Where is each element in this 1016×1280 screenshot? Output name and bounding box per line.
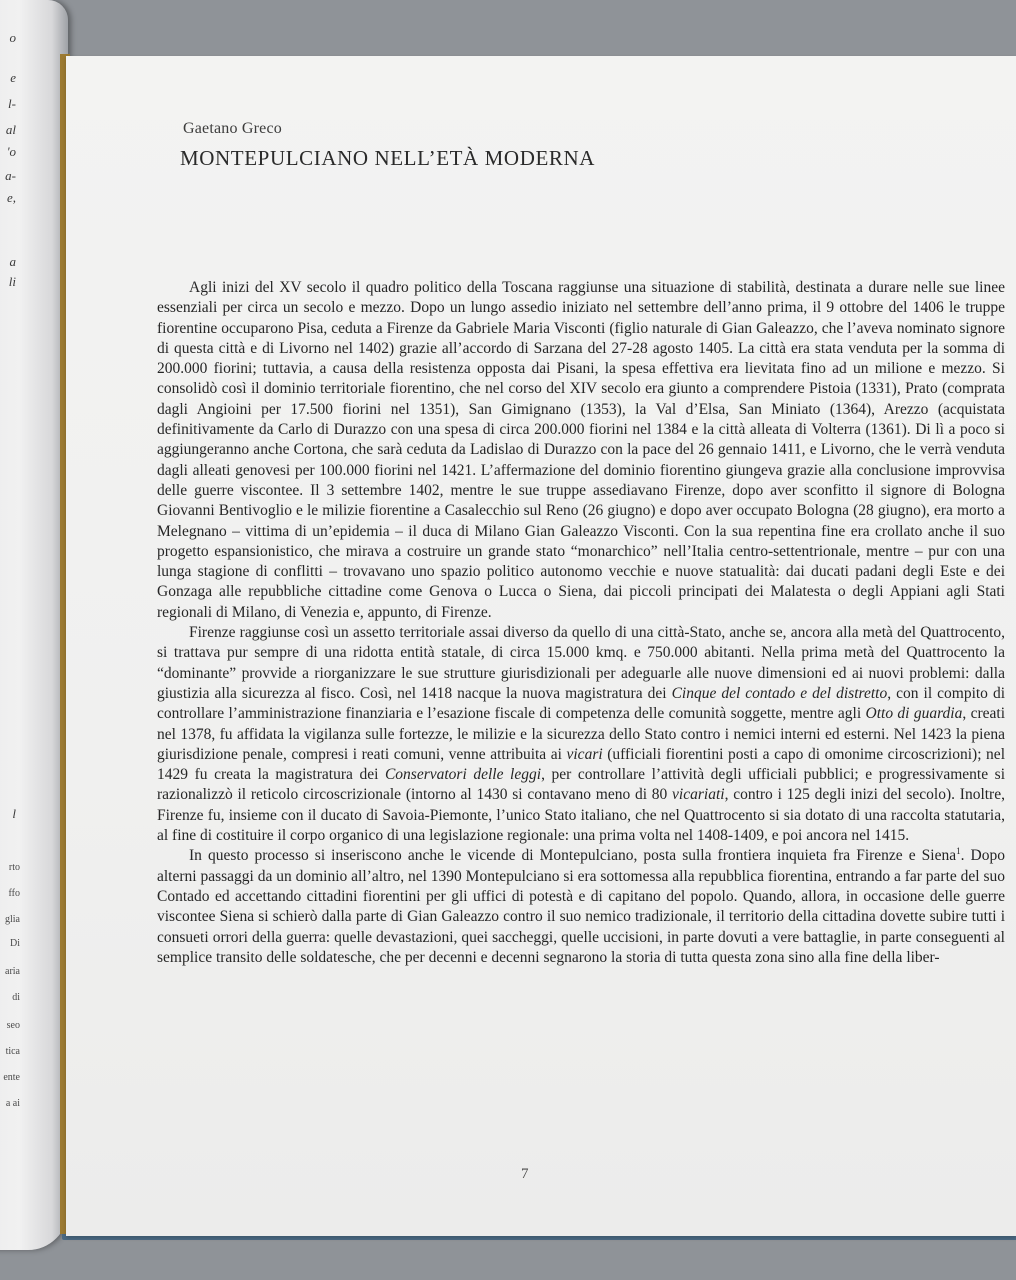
left-page-fragment: al	[5, 122, 16, 137]
text-run: , creati nel 1378, fu affidata la vigilanza sulle fortezze, le milizie e la sicurezza dello Stato contro i nemici interni ed esterni. Nel 1423 la piena giurisdizione penale, compresi i reati comuni, venne attribuita ai	[157, 705, 1005, 763]
book-page	[66, 56, 1016, 1236]
left-page-fragment: di	[12, 992, 20, 1003]
italic-term: Conservatori delle leggi	[384, 766, 542, 784]
left-page-fragment: rto	[8, 862, 20, 873]
text-run: , per controllare l’attività degli ufficiali pubblici; e progressivamente si razionalizzò il reticolo circoscrizionale (intorno al 1430 si contavano meno di 80	[157, 766, 1005, 804]
left-page-fragment: ente	[3, 1072, 20, 1083]
text-run: Firenze raggiunse così un assetto territoriale assai diverso da quello di una città-Stato, anche se, ancora alla metà del Quattrocento, si trattava pur sempre di una ridotta entità statale, di circa 15.000 kmq. e 750.000 abitanti. Nella prima metà del Quattrocento la “dominante” provvide a riorganizzare le sue strutture giurisdizionali per adeguarle alle nuove dimensioni ed ai nuovi problemi: dalla giustizia alla sicurezza al fisco. Così, nel 1418 nacque la nuova magistratura dei	[157, 624, 1005, 702]
chapter-title: MONTEPULCIANO NELL’ETÀ MODERNA	[180, 146, 596, 170]
body-paragraph	[157, 846, 1005, 968]
text-run: , contro i 125 degli inizi del secolo). Inoltre, Firenze fu, insieme con il ducato di Savoia-Piemonte, l’unico Stato italiano, che nel Quattrocento si sia dotato di una raccolta statutaria, al fine di costituire il corpo organico di una legislazione regionale: una prima volta nel 1408-1409, e poi ancora nel 1415.	[157, 786, 1005, 845]
text-run: In questo processo si inseriscono anche le vicende di Montepulciano, posta sulla frontiera inquieta fra Firenze e Siena	[189, 847, 957, 865]
chapter-body	[157, 278, 1005, 968]
page-number: 7	[521, 1166, 529, 1182]
left-page-fragment: glia	[5, 914, 20, 925]
left-page-fragment: 'o	[6, 144, 16, 159]
left-page-fragment: l	[12, 806, 16, 821]
chapter-author: Gaetano Greco	[183, 120, 282, 137]
text-run: Agli inizi del XV secolo il quadro politico della Toscana raggiunse una situazione di stabilità, destinata a durare nelle sue linee essenziali per circa un secolo e mezzo. Dopo un lungo assedio iniziato nel settembre dell’anno prima, il 9 ottobre del 1406 le truppe fiorentine occuparono Pisa, ceduta a Firenze da Gabriele Maria Visconti (figlio naturale di Gian Galeazzo, che l’aveva nominato signore di questa città e di Livorno nel 1402) grazie all’accordo di Sarzana del 27-28 agosto 1405. La città era stata venduta per la somma di 200.000 fiorini; tuttavia, a causa della resistenza opposta dai Pisani, la spesa effettiva era lievitata fino ad un milione e mezzo. Si consolidò così il dominio territoriale fiorentino, che nel corso del XIV secolo era giunto a comprendere Pistoia (1331), Prato (comprata dagli Angioini per 17.500 fiorini nel 1351), San Gimignano (1353), la Val d’Elsa, San Miniato (1364), Arezzo (acquistata definitivamente da Carlo di Durazzo con una spesa di circa 200.000 fiorini nel 1384 e la città alleata di Volterra (1361). Di lì a poco si aggiungeranno anche Cortona, che sarà ceduta da Ladislao di Durazzo con la pace del 26 gennaio 1411, e Livorno, che le verrà venduta dagli alleati genovesi per 100.000 fiorini nel 1421. L’affermazione del dominio fiorentino giungeva grazie alla conclusione improvvisa delle guerre viscontee. Il 3 settembre 1402, mentre le sue truppe assediavano Firenze, dopo aver sconfitto il signore di Bologna Giovanni Bentivoglio e le milizie fiorentine a Casalecchio sul Reno (26 giugno) e dopo aver occupato Bologna (28 giugno), era morto a Melegnano – vittima di un’epidemia – il duca di Milano Gian Galeazzo Visconti. Con la sua repentina fine era crollato anche il suo progetto espansionistico, che mirava a costruire un grande stato “monarchico” nell’Italia centro-settentrionale, mentre – pur con una lunga stagione di conflitti – trovavano uno spazio politico autonomo vecchie e nuove statualità: dai ducati padani degli Este e dei Gonzaga alle repubbliche cittadine come Genova o Lucca o Siena, dai piccoli principati dei Malatesta o degli Appiani agli Stati regionali di Milano, di Venezia e, appunto, di Firenze.	[157, 279, 1005, 621]
left-page-fragment: a	[9, 254, 16, 269]
italic-term: vicariati	[672, 786, 725, 804]
text-run: (ufficiali fiorentini posti a capo di omonime circoscrizioni); nel 1429 fu creata la magistratura dei	[157, 745, 1005, 784]
footnote-marker: 1	[956, 846, 961, 857]
left-page-fragment: Di	[10, 938, 20, 949]
left-page-fragment: a-	[5, 168, 16, 183]
left-page-fragment: ffo	[8, 888, 20, 899]
body-paragraph	[157, 278, 1005, 623]
italic-term: Otto di guardia	[865, 705, 963, 723]
body-paragraph	[157, 623, 1005, 846]
left-page-fragment: seo	[6, 1020, 20, 1031]
facing-page-left	[0, 0, 68, 1250]
text-run: , con il compito di controllare l’amministrazione finanziaria e l’esazione fiscale di competenza delle comunità soggette, mentre agli	[157, 684, 1006, 723]
italic-term: vicari	[566, 745, 603, 763]
left-page-fragment: aria	[5, 966, 20, 977]
left-page-fragment: a ai	[5, 1098, 20, 1109]
left-page-fragment: e,	[6, 190, 16, 205]
left-page-fragment: li	[8, 274, 16, 289]
left-page-fragment: l-	[8, 96, 16, 111]
left-page-fragment: e	[10, 70, 16, 85]
left-page-fragment: tica	[5, 1046, 20, 1057]
italic-term: Cinque del contado e del distretto	[671, 684, 888, 702]
text-run: . Dopo alterni passaggi da un dominio all’altro, nel 1390 Montepulciano si era sottomessa alla repubblica fiorentina, entrando a far parte del suo Contado ed accettando cittadini fiorentini per gli uffici di potestà e di capitano del popolo. Quando, allora, in occasione delle guerre viscontee Siena si schierò dalla parte di Gian Galeazzo contro il suo nemico tradizionale, il territorio della cittadina dovette subire tutti i consueti orrori della guerra: quelle devastazioni, quei saccheggi, quelle uccisioni, in parte dovuti a vere battaglie, in parte conseguenti al semplice transito delle soldatesche, che per decenni e decenni segnarono la storia di tutta questa zona sino alla fine della liber-	[157, 847, 1005, 966]
left-page-fragment: o	[9, 30, 16, 45]
